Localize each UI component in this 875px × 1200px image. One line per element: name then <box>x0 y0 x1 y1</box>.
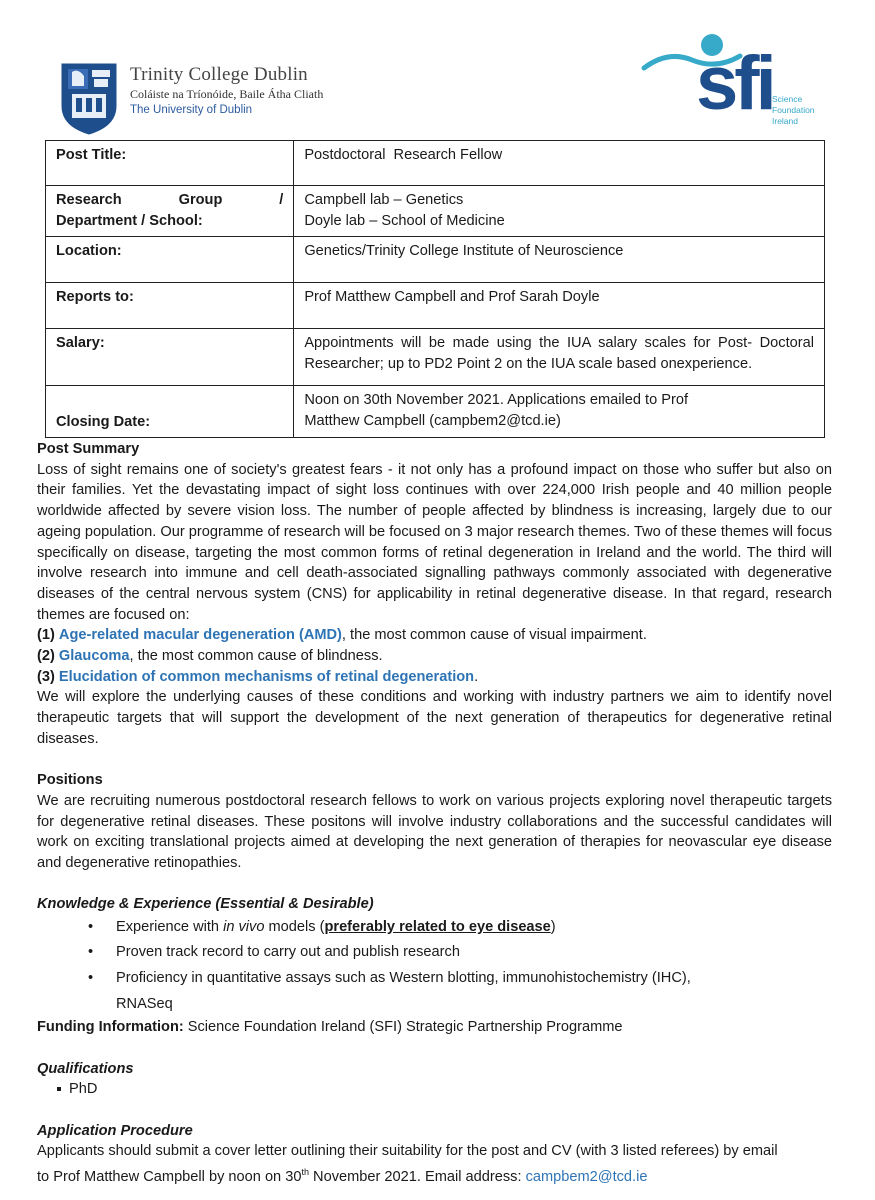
reports-to-value: Prof Matthew Campbell and Prof Sarah Doyle <box>294 283 825 329</box>
application-line-2: to Prof Matthew Campbell by noon on 30th November 2021. Email address: campbem2@tcd.ie <box>37 1167 648 1185</box>
post-summary-closing: We will explore the underlying causes of these conditions and working with industry partners we aim to identify novel therapeutic targets that will support the development of the next generation of therapeutics for degenerative retinal diseases. <box>37 689 832 747</box>
tcd-shield-icon <box>60 62 118 136</box>
table-row <box>46 237 825 283</box>
location-label: Location: <box>46 237 294 283</box>
salary-value: Appointments will be made using the IUA salary scales for Post- Doctoral Researcher; up to PD2 Point 2 on the IUA scale based onexperience. <box>294 329 825 386</box>
positions-paragraph: We are recruiting numerous postdoctoral research fellows to work on various projects exploring novel therapeutic targets for degenerative retinal diseases. These positons will involve industry collaborations and the successful candidates will work on exciting translational projects aimed at developing the next generation of therapies for neovascular eye disease and degenerative retinopathies. <box>37 792 832 872</box>
theme-item: (1) Age-related macular degeneration (AMD), the most common cause of visual impairment. <box>37 627 647 644</box>
tcd-logo <box>60 62 350 138</box>
post-summary-heading: Post Summary <box>37 441 140 457</box>
list-item: • Proven track record to carry out and publish research <box>88 944 460 961</box>
post-summary-paragraph: Loss of sight remains one of society's greatest fears - it not only has a profound impact on those who suffer but also on their families. Yet the devastating impact of sight loss continues with over 224,000 Irish people and 40 million people worldwide affected by severe vision loss. The number of people affected by blindness is increasing, largely due to our ageing population. Our programme of research will be focused on 3 major research themes. Two of these themes will focus specifically on disease, targeting the most common forms of retinal degeneration in Ireland and the world. The third will involve research into immune and cell death-associated signalling pathways commonly associated with degenerative diseases of the central nervous system (CNS) for applicability in retinal degenerative disease. In that regard, research themes are focused on: <box>37 461 832 623</box>
table-row <box>46 186 825 237</box>
sfi-logo <box>640 28 830 132</box>
theme-item: (3) Elucidation of common mechanisms of retinal degeneration. <box>37 668 479 685</box>
job-details-table <box>45 140 825 438</box>
closing-date-label: Closing Date: <box>46 386 294 438</box>
tcd-university: The University of Dublin <box>130 104 253 116</box>
salary-label: Salary: <box>46 329 294 386</box>
knowledge-heading: Knowledge & Experience (Essential & Desirable) <box>37 896 374 913</box>
reports-to-label: Reports to: <box>46 283 294 329</box>
research-group-label: Research Group / Department / School: <box>46 186 294 237</box>
tcd-irish-name: Coláiste na Tríonóide, Baile Átha Cliath <box>130 87 324 101</box>
table-row <box>46 283 825 329</box>
location-value: Genetics/Trinity College Institute of Neuroscience <box>294 237 825 283</box>
post-title-label: Post Title: <box>46 141 294 186</box>
post-title-value: Postdoctoral Research Fellow <box>294 141 825 186</box>
closing-date-value: Noon on 30th November 2021. Applications emailed to Prof Matthew Campbell (campbem2@tcd.ie) <box>294 386 825 438</box>
application-line-1: Applicants should submit a cover letter outlining their suitability for the post and CV (with 3 listed referees) by email <box>37 1143 778 1160</box>
list-item: PhD <box>37 1079 832 1100</box>
research-group-value: Campbell lab – Genetics Doyle lab – School of Medicine <box>294 186 825 237</box>
square-bullet-icon <box>57 1087 61 1091</box>
table-row <box>46 386 825 438</box>
sfi-wordmark: sfi <box>696 41 773 126</box>
email-link[interactable]: campbem2@tcd.ie <box>525 1168 648 1185</box>
funding-info: Funding Information: Science Foundation Ireland (SFI) Strategic Partnership Programme <box>37 1019 623 1036</box>
application-heading: Application Procedure <box>37 1122 193 1139</box>
job-description <box>37 439 832 1188</box>
list-item: • Experience with in vivo models (preferably related to eye disease) <box>88 919 556 936</box>
table-row <box>46 329 825 386</box>
sfi-subtitle: Science Foundation Ireland <box>772 94 815 126</box>
table-row <box>46 141 825 186</box>
knowledge-list <box>37 915 832 1017</box>
theme-item: (2) Glaucoma, the most common cause of blindness. <box>37 648 383 665</box>
positions-heading: Positions <box>37 772 103 789</box>
qualifications-heading: Qualifications <box>37 1060 134 1077</box>
tcd-name: Trinity College Dublin <box>130 64 308 85</box>
list-item: • Proficiency in quantitative assays such as Western blotting, immunohistochemistry (IHC), RNASeq <box>88 970 691 1013</box>
